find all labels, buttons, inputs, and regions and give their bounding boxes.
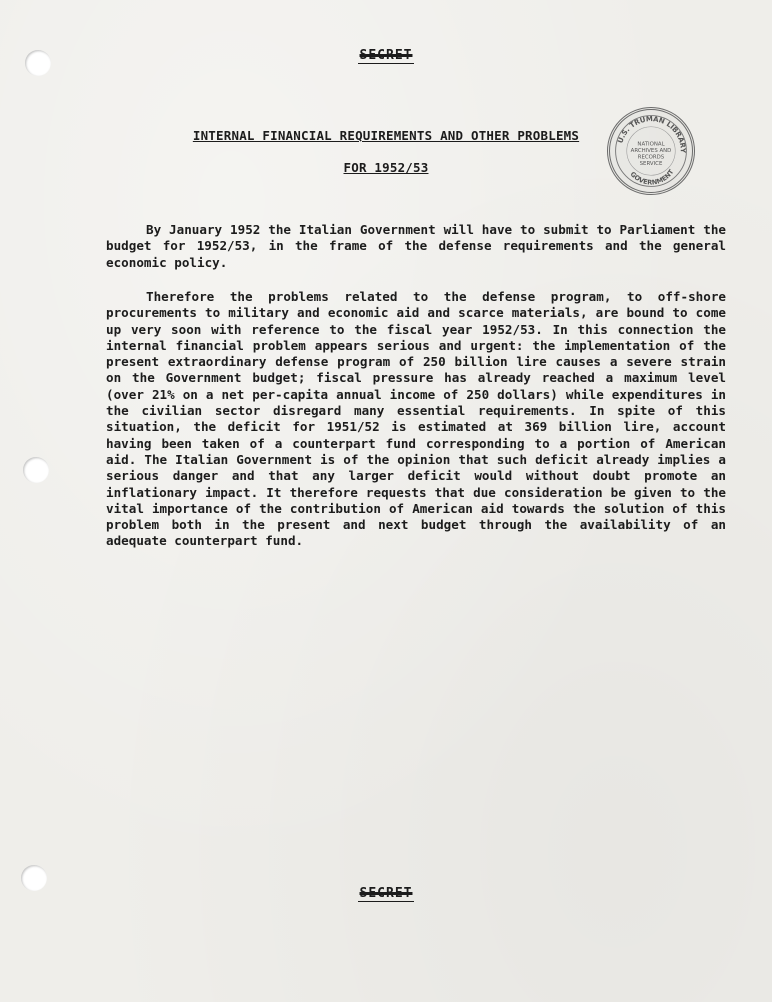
document-title-line1: INTERNAL FINANCIAL REQUIREMENTS AND OTHER PROBLEMS	[192, 128, 580, 143]
classification-bottom-text: SECRET	[359, 886, 413, 901]
classification-top-text: SECRET	[359, 48, 413, 63]
classification-marking-top	[0, 48, 772, 63]
truman-library-stamp	[607, 107, 695, 195]
document-title-line2: FOR 1952/53	[343, 160, 429, 175]
body-paragraph-1-container	[106, 222, 726, 271]
body-paragraph-2-container	[106, 289, 726, 550]
body-paragraph-2: Therefore the problems related to the defense program, to off-shore procurements to military and economic aid and scarce materials, are bound to come up very soon with reference to the fiscal year 1952/53. In this connection the internal financial problem appears serious and urgent: the implementation of the present extraordinary defense program of 250 billion lire causes a severe strain on the Government budget; fiscal pressure has already reached a maximum level (over 21% on a net per-capita annual income of 250 dollars) while expenditures in the civilian sector disregard many essential requirements. In spite of this situation, the deficit for 1951/52 is estimated at 369 billion lire, account having been taken of a counterpart fund corresponding to a portion of American aid. The Italian Government is of the opinion that such deficit already implies a serious danger and that any larger deficit would without doubt promote an inflationary impact. It therefore requests that due consideration be given to the vital importance of the contribution of American aid towards the solution of this problem both in the present and next budget through the availability of an adequate counterpart fund.	[106, 289, 726, 549]
svg-text:GOVERNMENT: GOVERNMENT	[628, 168, 676, 187]
svg-text:NATIONAL: NATIONAL	[637, 141, 665, 148]
svg-text:ARCHIVES AND: ARCHIVES AND	[630, 147, 672, 154]
classification-marking-bottom	[0, 886, 772, 901]
stamp-seal-graphic	[610, 110, 692, 192]
svg-text:RECORDS: RECORDS	[637, 154, 665, 161]
punch-hole-middle	[23, 457, 49, 483]
svg-text:SERVICE: SERVICE	[639, 160, 663, 167]
body-paragraph-1: By January 1952 the Italian Government will have to submit to Parliament the budget for 1952/53, in the frame of the defense requirements and the general economic policy.	[106, 222, 726, 270]
svg-text:U.S. TRUMAN LIBRARY: U.S. TRUMAN LIBRARY	[616, 115, 687, 154]
